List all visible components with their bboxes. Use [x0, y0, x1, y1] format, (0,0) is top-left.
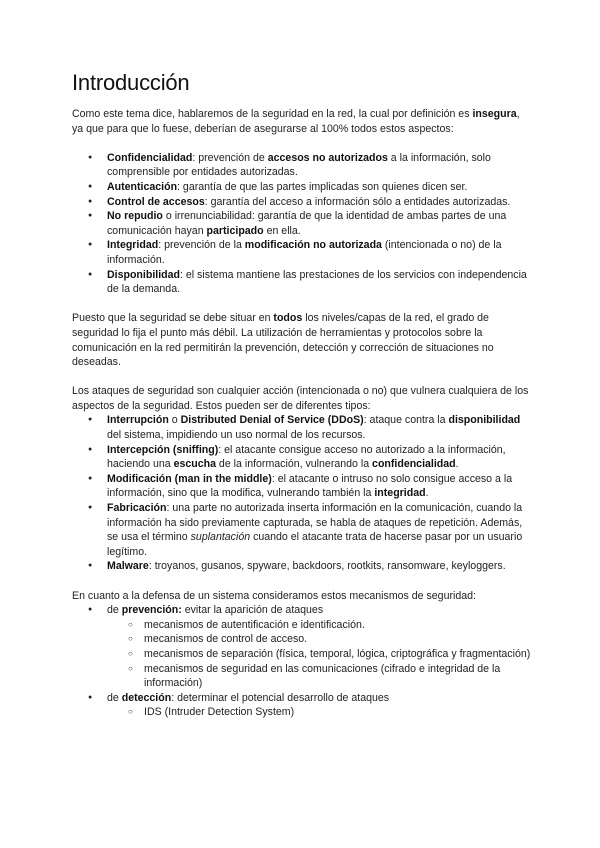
list-item: ● Malware: troyanos, gusanos, spyware, backdoors, rootkits, ransomware, keyloggers.: [72, 559, 532, 574]
list-item: ● Autenticación: garantía de que las partes implicadas son quienes dicen ser.: [72, 180, 532, 195]
sub-list-item: ○ mecanismos de seguridad en las comunicaciones (cifrado e integridad de la información): [72, 662, 532, 691]
list-item: ● Intercepción (sniffing): el atacante consigue acceso no autorizado a la información, haciendo una escucha de la información, vulnerando la confidencialidad.: [72, 443, 532, 472]
list-item: ● de detección: determinar el potencial desarrollo de ataques ○ IDS (Intruder Detection System): [72, 691, 532, 720]
list-item: ● No repudio o irrenunciabilidad: garantía de que la identidad de ambas partes de una comunicación hayan participado en ella.: [72, 209, 532, 238]
intro-paragraph: Como este tema dice, hablaremos de la seguridad en la red, la cual por definición es insegura, ya que para que lo fuese, deberían de asegurarse al 100% todos estos aspectos:: [72, 108, 520, 135]
list-item: ● Modificación (man in the middle): el atacante o intruso no solo consigue acceso a la información, sino que la modifica, vulnerando también la integridad.: [72, 472, 532, 501]
attacks-list: [72, 413, 532, 574]
sub-list-item: ○ mecanismos de autentificación e identificación.: [72, 618, 532, 633]
sub-list-item: ○ mecanismos de control de acceso.: [72, 632, 532, 647]
list-item: ● Fabricación: una parte no autorizada inserta información en la comunicación, cuando la información ha sido previamente capturada, se habla de ataques de repetición. Además, se usa el término suplantación cuando el atacante trata de hacerse pasar por un usuario legítimo.: [72, 501, 532, 559]
weakest-point-paragraph: Puesto que la seguridad se debe situar en todos los niveles/capas de la red, el grado de seguridad lo fija el punto más débil. La utilización de herramientas y protocolos sobre la comunicación en la red permitirán la prevención, detección y corrección de situaciones no deseadas.: [72, 312, 494, 369]
defense-intro-paragraph: En cuanto a la defensa de un sistema consideramos estos mecanismos de seguridad:: [72, 589, 476, 602]
document-body: [72, 107, 532, 720]
page-title: Introducción: [72, 70, 190, 95]
list-item: ● Interrupción o Distributed Denial of Service (DDoS): ataque contra la disponibilidad del sistema, impidiendo un uso normal de los recursos.: [72, 413, 532, 442]
defense-list: [72, 603, 532, 720]
list-item: ● Integridad: prevención de la modificación no autorizada (intencionada o no) de la información.: [72, 238, 532, 267]
sub-list-item: ○ mecanismos de separación (física, temporal, lógica, criptográfica y fragmentación): [72, 647, 532, 662]
prevention-sublist: [72, 618, 532, 691]
list-item: ● de prevención: evitar la aparición de ataques ○ mecanismos de autentificación e identificación. ○ mecanismos de control de acceso. ○ mecanismos de separación (física, temporal, lógica, criptográfica y fragmentación) ○ mecanismos de seguridad en las comunicaciones (cifrado e integridad de la información): [72, 603, 532, 691]
list-item: ● Confidencialidad: prevención de accesos no autorizados a la información, solo comprensible por entidades autorizadas.: [72, 151, 532, 180]
aspects-list: [72, 151, 532, 297]
attacks-intro-paragraph: Los ataques de seguridad son cualquier acción (intencionada o no) que vulnera cualquiera de los aspectos de la seguridad. Estos pueden ser de diferentes tipos:: [72, 385, 529, 412]
list-item: ● Control de accesos: garantía del acceso a información sólo a entidades autorizadas.: [72, 195, 532, 210]
sub-list-item: ○ IDS (Intruder Detection System): [72, 705, 532, 720]
detection-sublist: [72, 705, 532, 720]
list-item: ● Disponibilidad: el sistema mantiene las prestaciones de los servicios con independencia de la demanda.: [72, 268, 532, 297]
